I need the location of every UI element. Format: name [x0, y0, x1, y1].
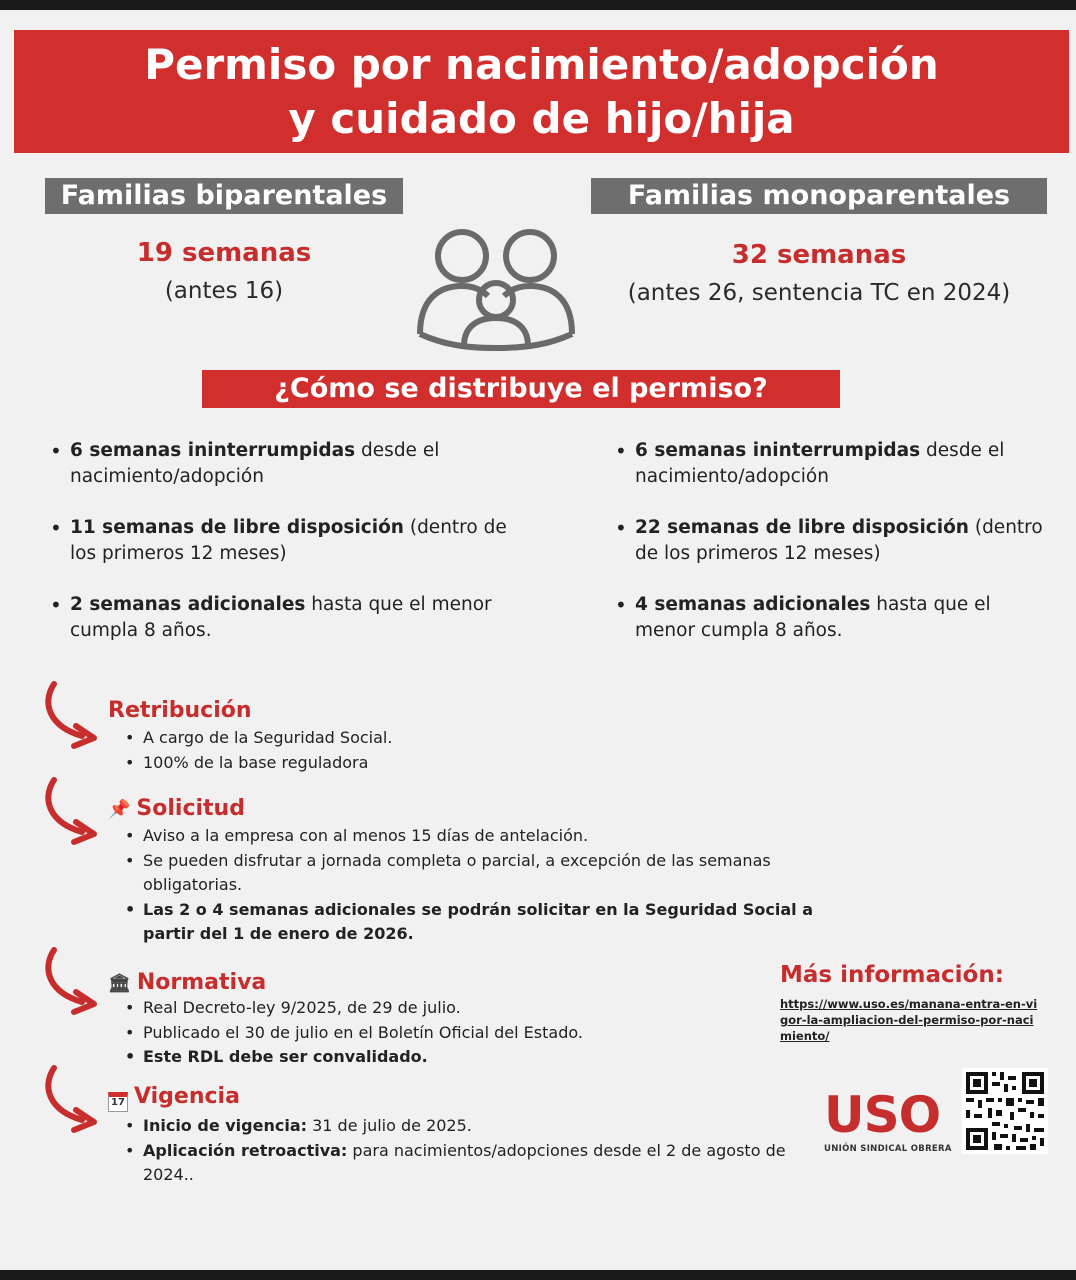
section-title-row [108, 970, 266, 995]
infographic-page [0, 10, 1076, 1270]
calendar-day: 17 [111, 1097, 125, 1108]
title-banner [14, 30, 1069, 153]
section-title-row [108, 1084, 240, 1112]
uso-logo [824, 1086, 954, 1160]
title-line-2: y cuidado de hijo/hija [288, 94, 795, 143]
list-item: • Se pueden disfrutar a jornada completa o parcial, a excepción de las semanas obligatorias. [125, 849, 815, 898]
curved-arrow-icon [40, 1064, 102, 1134]
solicitud-list [125, 824, 815, 947]
section-vigencia [40, 1064, 820, 1194]
list-item: • Real Decreto-ley 9/2025, de 29 de julio. [125, 996, 815, 1021]
family-icon [412, 222, 580, 352]
monoparental-bullets [615, 438, 1055, 669]
list-item: • Publicado el 30 de julio en el Boletín Oficial del Estado. [125, 1021, 815, 1046]
monoparental-heading: Familias monoparentales [591, 178, 1047, 214]
list-item: • 2 semanas adicionales hasta que el menor cumpla 8 años. [50, 592, 530, 644]
normativa-list [125, 996, 815, 1070]
classical-building-icon: 🏛 [108, 973, 131, 994]
more-info-heading: Más información: [780, 962, 1004, 988]
monoparental-weeks: 32 semanas [731, 240, 907, 270]
list-item: • 6 semanas ininterrumpidas desde el nacimiento/adopción [50, 438, 530, 490]
section-title: Solicitud [136, 796, 245, 821]
distribution-heading: ¿Cómo se distribuye el permiso? [202, 370, 840, 408]
section-solicitud [40, 776, 820, 946]
curved-arrow-icon [40, 680, 102, 750]
list-item: • Las 2 o 4 semanas adicionales se podrán solicitar en la Seguridad Social a partir del 1 de enero de 2026. [125, 898, 815, 947]
logo-text: USO [824, 1086, 941, 1144]
list-item: • A cargo de la Seguridad Social. [125, 726, 815, 751]
more-info-link[interactable]: https://www.uso.es/manana-entra-en-vigor-la-ampliacion-del-permiso-por-nacimiento/ [780, 997, 1038, 1043]
list-item: • Este RDL debe ser convalidado. [125, 1045, 815, 1070]
list-item: • Inicio de vigencia: 31 de julio de 2025. [125, 1114, 815, 1139]
monoparental-before: (antes 26, sentencia TC en 2024) [627, 280, 1011, 306]
vigencia-list [125, 1114, 815, 1188]
title-line-1: Permiso por nacimiento/adopción [144, 40, 939, 89]
biparental-weeks: 19 semanas [136, 238, 312, 268]
biparental-bullets [50, 438, 530, 669]
pushpin-icon: 📌 [108, 799, 131, 820]
curved-arrow-icon [40, 776, 102, 846]
biparental-before: (antes 16) [164, 278, 284, 304]
list-item: • 100% de la base reguladora [125, 751, 815, 776]
section-normativa [40, 946, 820, 1066]
section-title: Normativa [136, 970, 267, 995]
list-item: • 22 semanas de libre disposición (dentro de los primeros 12 meses) [615, 515, 1055, 567]
list-item: • 11 semanas de libre disposición (dentro de los primeros 12 meses) [50, 515, 530, 567]
more-info [780, 962, 1040, 1044]
curved-arrow-icon [40, 946, 102, 1016]
list-item: • Aplicación retroactiva: para nacimientos/adopciones desde el 2 de agosto de 2024.. [125, 1139, 815, 1188]
list-item: • 4 semanas adicionales hasta que el menor cumpla 8 años. [615, 592, 1055, 644]
section-title-row [108, 796, 245, 821]
qr-code[interactable] [962, 1068, 1048, 1154]
list-item: • Aviso a la empresa con al menos 15 días de antelación. [125, 824, 815, 849]
biparental-heading: Familias biparentales [45, 178, 403, 214]
calendar-icon [108, 1092, 128, 1112]
section-title: Retribución [108, 698, 252, 723]
logo-subtitle: UNIÓN SINDICAL OBRERA [824, 1144, 952, 1154]
list-item: • 6 semanas ininterrumpidas desde el nacimiento/adopción [615, 438, 1055, 490]
section-retribucion [40, 680, 820, 770]
section-title: Vigencia [134, 1084, 240, 1109]
retribucion-list [125, 726, 815, 775]
